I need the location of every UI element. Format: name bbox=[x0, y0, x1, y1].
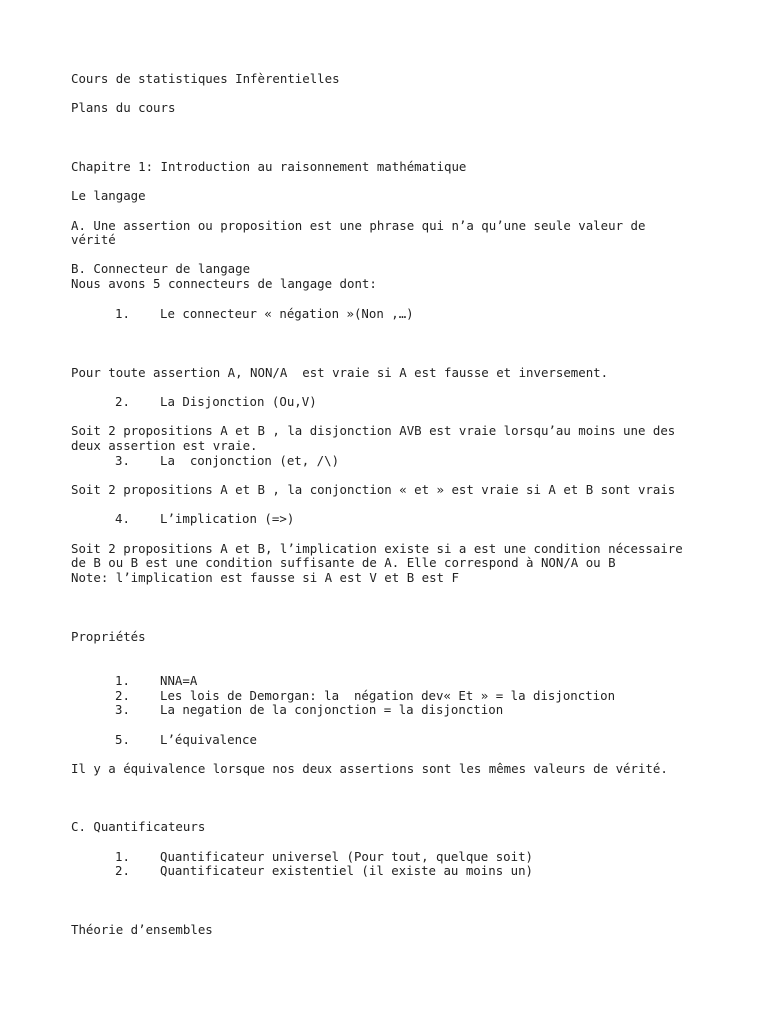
list-item-number: 2. bbox=[115, 394, 130, 409]
list-item-text: Quantificateur universel (Pour tout, quelque soit) bbox=[160, 849, 533, 864]
document-title: Cours de statistiques Infèrentielles bbox=[71, 71, 340, 86]
list-item-text: NNA=A bbox=[160, 673, 198, 688]
list-item-text: La negation de la conjonction = la disjonction bbox=[160, 702, 504, 717]
list-item-number: 2. bbox=[115, 688, 130, 703]
list-item-number: 1. bbox=[115, 306, 130, 321]
list-item-text: L’équivalence bbox=[160, 732, 257, 747]
list-item-text: L’implication (=>) bbox=[160, 511, 295, 526]
chapter-heading: Chapitre 1: Introduction au raisonnement mathématique bbox=[71, 159, 467, 174]
document-subtitle: Plans du cours bbox=[71, 100, 176, 115]
list-item-text: Le connecteur « négation »(Non ,…) bbox=[160, 306, 414, 321]
paragraph-line: Soit 2 propositions A et B , la disjonction AVB est vraie lorsqu’au moins une des bbox=[71, 423, 676, 438]
paragraph-line: Soit 2 propositions A et B , la conjonction « et » est vraie si A et B sont vrais bbox=[71, 482, 676, 497]
list-item-number: 3. bbox=[115, 702, 130, 717]
paragraph-line: de B ou B est une condition suffisante de A. Elle correspond à NON/A ou B bbox=[71, 555, 616, 570]
list-item-text: Les lois de Demorgan: la négation dev« Et » = la disjonction bbox=[160, 688, 616, 703]
list-item-number: 4. bbox=[115, 511, 130, 526]
list-item-text: La Disjonction (Ou,V) bbox=[160, 394, 317, 409]
paragraph-line: Il y a équivalence lorsque nos deux assertions sont les mêmes valeurs de vérité. bbox=[71, 761, 668, 776]
section-heading: Théorie d’ensembles bbox=[71, 922, 213, 937]
paragraph-line: deux assertion est vraie. bbox=[71, 438, 258, 453]
paragraph-line: Nous avons 5 connecteurs de langage dont: bbox=[71, 276, 377, 291]
subsection-heading: B. Connecteur de langage bbox=[71, 261, 251, 276]
section-heading: Propriétés bbox=[71, 629, 146, 644]
paragraph-line: Note: l’implication est fausse si A est V et B est F bbox=[71, 570, 459, 585]
paragraph-line: A. Une assertion ou proposition est une phrase qui n’a qu’une seule valeur de bbox=[71, 218, 646, 233]
section-heading: Le langage bbox=[71, 188, 146, 203]
list-item-number: 1. bbox=[115, 673, 130, 688]
section-heading: C. Quantificateurs bbox=[71, 819, 206, 834]
list-item-text: Quantificateur existentiel (il existe au moins un) bbox=[160, 863, 533, 878]
list-item-number: 3. bbox=[115, 453, 130, 468]
list-item-number: 1. bbox=[115, 849, 130, 864]
paragraph-line: vérité bbox=[71, 232, 116, 247]
list-item-number: 5. bbox=[115, 732, 130, 747]
list-item-text: La conjonction (et, /\) bbox=[160, 453, 340, 468]
paragraph-line: Soit 2 propositions A et B, l’implication existe si a est une condition nécessaire bbox=[71, 541, 683, 556]
list-item-number: 2. bbox=[115, 863, 130, 878]
paragraph-line: Pour toute assertion A, NON/A est vraie si A est fausse et inversement. bbox=[71, 365, 609, 380]
